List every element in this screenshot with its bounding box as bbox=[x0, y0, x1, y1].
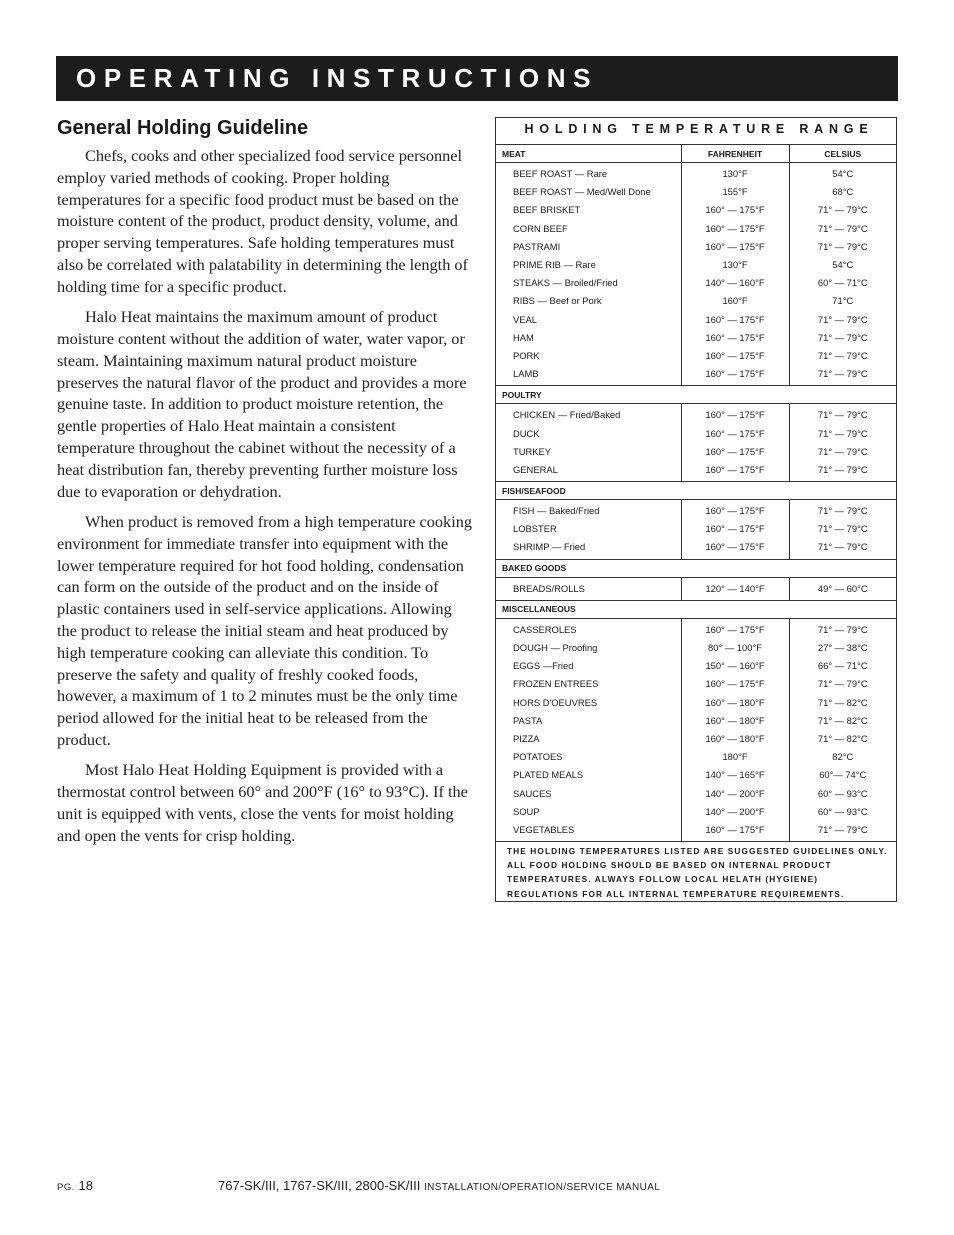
manual-label: INSTALLATION/OPERATION/SERVICE MANUAL bbox=[423, 1182, 661, 1193]
celsius-cell: 71° — 79°C bbox=[789, 461, 896, 482]
fahrenheit-cell: 160° — 175°F bbox=[681, 238, 789, 256]
model-numbers: 767-SK/III, 1767-SK/III, 2800-SK/III bbox=[218, 1178, 421, 1193]
celsius-cell: 49° — 60°C bbox=[789, 577, 896, 600]
celsius-cell: 71° — 82°C bbox=[789, 694, 896, 712]
table-row bbox=[496, 292, 896, 310]
fahrenheit-cell: 150° — 160°F bbox=[681, 657, 789, 675]
category-row bbox=[496, 386, 896, 404]
fahrenheit-cell: 140° — 200°F bbox=[681, 784, 789, 802]
fahrenheit-cell: 160° — 175°F bbox=[681, 404, 789, 425]
table-row bbox=[496, 256, 896, 274]
table-row bbox=[496, 201, 896, 219]
fahrenheit-cell: 160° — 175°F bbox=[681, 821, 789, 841]
celsius-cell: 71° — 79°C bbox=[789, 238, 896, 256]
table-row bbox=[496, 748, 896, 766]
category-row bbox=[496, 600, 896, 618]
food-item-cell: BEEF ROAST — Med/Well Done bbox=[513, 186, 651, 198]
celsius-cell: 71° — 79°C bbox=[789, 500, 896, 521]
table-row bbox=[496, 657, 896, 675]
table-body bbox=[496, 163, 896, 842]
category-label: MISCELLANEOUS bbox=[496, 600, 896, 618]
celsius-cell: 71° — 79°C bbox=[789, 201, 896, 219]
table-row bbox=[496, 443, 896, 461]
celsius-cell: 60°— 74°C bbox=[789, 766, 896, 784]
category-label: FISH/SEAFOOD bbox=[496, 482, 896, 500]
paragraph-1: Chefs, cooks and other specialized food service personnel employ varied methods of cooking. Proper holding temperatures for a specific food product must be based on the moisture content of the product, product density, volume, and proper serving temperatures. Safe holding temperatures must also be correlated with palatability in determining the length of holding time for a specific product. bbox=[57, 146, 468, 296]
table-row bbox=[496, 311, 896, 329]
food-item-cell: POTATOES bbox=[513, 751, 563, 763]
fahrenheit-cell: 140° — 200°F bbox=[681, 803, 789, 821]
celsius-cell: 71° — 82°C bbox=[789, 730, 896, 748]
fahrenheit-cell: 160° — 175°F bbox=[681, 329, 789, 347]
food-item-cell: SOUP bbox=[513, 805, 540, 817]
food-item-cell: DOUGH — Proofing bbox=[513, 642, 598, 654]
fahrenheit-cell: 160° — 175°F bbox=[681, 538, 789, 559]
table-row bbox=[496, 329, 896, 347]
fahrenheit-cell: 155°F bbox=[681, 183, 789, 201]
celsius-cell: 68°C bbox=[789, 183, 896, 201]
celsius-cell: 71° — 79°C bbox=[789, 424, 896, 442]
food-item-cell: BREADS/ROLLS bbox=[513, 582, 585, 594]
fahrenheit-cell: 160° — 180°F bbox=[681, 712, 789, 730]
celsius-cell: 71° — 79°C bbox=[789, 404, 896, 425]
food-item-cell: DUCK bbox=[513, 427, 540, 439]
food-item-cell: CASSEROLES bbox=[513, 623, 577, 635]
fahrenheit-cell: 130°F bbox=[681, 163, 789, 184]
fahrenheit-cell: 160° — 175°F bbox=[681, 461, 789, 482]
table-row bbox=[496, 424, 896, 442]
food-item-cell: LAMB bbox=[513, 368, 539, 380]
food-item-cell: CHICKEN — Fried/Baked bbox=[513, 409, 621, 421]
fahrenheit-cell: 130°F bbox=[681, 256, 789, 274]
table-row bbox=[496, 675, 896, 693]
page-number-value: 18 bbox=[78, 1178, 93, 1193]
food-item-cell: FROZEN ENTREES bbox=[513, 678, 599, 690]
fahrenheit-cell: 160° — 175°F bbox=[681, 424, 789, 442]
celsius-cell: 71° — 82°C bbox=[789, 712, 896, 730]
celsius-cell: 71° — 79°C bbox=[789, 443, 896, 461]
table-row bbox=[496, 618, 896, 639]
food-item-cell: PASTRAMI bbox=[513, 240, 561, 252]
food-item-cell: EGGS —Fried bbox=[513, 660, 574, 672]
table-row bbox=[496, 365, 896, 386]
food-item-cell: HAM bbox=[513, 331, 534, 343]
food-item-cell: VEGETABLES bbox=[513, 823, 575, 835]
celsius-cell: 54°C bbox=[789, 256, 896, 274]
food-item-cell: VEAL bbox=[513, 313, 537, 325]
manual-title bbox=[218, 1178, 660, 1193]
celsius-cell: 71° — 79°C bbox=[789, 520, 896, 538]
celsius-cell: 60° — 71°C bbox=[789, 274, 896, 292]
food-item-cell: SAUCES bbox=[513, 787, 552, 799]
fahrenheit-cell: 160° — 180°F bbox=[681, 730, 789, 748]
table-row bbox=[496, 163, 896, 184]
food-item-cell: BEEF ROAST — Rare bbox=[513, 168, 608, 180]
fahrenheit-cell: 160° — 175°F bbox=[681, 311, 789, 329]
fahrenheit-cell: 160° — 175°F bbox=[681, 500, 789, 521]
table-row bbox=[496, 784, 896, 802]
fahrenheit-cell: 160° — 175°F bbox=[681, 347, 789, 365]
fahrenheit-cell: 80° — 100°F bbox=[681, 639, 789, 657]
food-item-cell: FISH — Baked/Fried bbox=[513, 505, 600, 517]
fahrenheit-cell: 160° — 175°F bbox=[681, 675, 789, 693]
header-celsius: CELSIUS bbox=[789, 145, 896, 163]
celsius-cell: 71°C bbox=[789, 292, 896, 310]
fahrenheit-cell: 160° — 175°F bbox=[681, 201, 789, 219]
celsius-cell: 71° — 79°C bbox=[789, 675, 896, 693]
table-title: HOLDING TEMPERATURE RANGE bbox=[496, 118, 896, 145]
fahrenheit-cell: 160° — 180°F bbox=[681, 694, 789, 712]
table-row bbox=[496, 766, 896, 784]
celsius-cell: 71° — 79°C bbox=[789, 347, 896, 365]
table-row bbox=[496, 183, 896, 201]
food-item-cell: GENERAL bbox=[513, 463, 558, 475]
celsius-cell: 71° — 79°C bbox=[789, 220, 896, 238]
table-note: THE HOLDING TEMPERATURES LISTED ARE SUGGESTED GUIDELINES ONLY. ALL FOOD HOLDING SHOULD BE BASED ON INTERNAL PRODUCT TEMPERATURES. ALWAYS FOLLOW LOCAL HELATH (HYGIENE) REGULATIONS FOR ALL INTERNAL TEMPERATURE REQUIREMENTS. bbox=[496, 841, 896, 901]
table-row bbox=[496, 639, 896, 657]
table-row bbox=[496, 347, 896, 365]
table-row bbox=[496, 730, 896, 748]
temperature-grid bbox=[496, 145, 896, 841]
table-row bbox=[496, 500, 896, 521]
food-item-cell: RIBS — Beef or Pork bbox=[513, 295, 602, 307]
fahrenheit-cell: 160° — 175°F bbox=[681, 520, 789, 538]
food-item-cell: STEAKS — Broiled/Fried bbox=[513, 277, 618, 289]
fahrenheit-cell: 160° — 175°F bbox=[681, 443, 789, 461]
fahrenheit-cell: 160° — 175°F bbox=[681, 365, 789, 386]
fahrenheit-cell: 160° — 175°F bbox=[681, 618, 789, 639]
paragraph-3: When product is removed from a high temperature cooking environment for immediate transfer into equipment with the lower temperature required for hot food holding, condensation can form on the outside of the product and on the inside of plastic containers used in self-service applications. Allowing the product to release the initial steam and heat produced by high temperature cooking can alleviate this condition. To preserve the safety and quality of freshly cooked foods, however, a maximum of 1 to 2 minutes must be the only time period allowed for the initial heat to be released from the product. bbox=[57, 511, 473, 749]
food-item-cell: BEEF BRISKET bbox=[513, 204, 581, 216]
celsius-cell: 66° — 71°C bbox=[789, 657, 896, 675]
celsius-cell: 27° — 38°C bbox=[789, 639, 896, 657]
food-item-cell: PASTA bbox=[513, 714, 543, 726]
fahrenheit-cell: 180°F bbox=[681, 748, 789, 766]
food-item-cell: TURKEY bbox=[513, 445, 552, 457]
celsius-cell: 71° — 79°C bbox=[789, 538, 896, 559]
paragraph-2: Halo Heat maintains the maximum amount of product moisture content without the addition of water, water vapor, or steam. Maintaining maximum natural product moisture preserves the natural flavor of the product and provides a more genuine taste. In addition to product moisture retention, the gentle properties of Halo Heat maintain a consistent temperature throughout the cabinet without the necessity of a heat distribution fan, thereby preventing further moisture loss due to evaporation or dehydration. bbox=[57, 307, 467, 501]
table-row bbox=[496, 821, 896, 841]
celsius-cell: 71° — 79°C bbox=[789, 821, 896, 841]
body-text bbox=[57, 145, 472, 855]
category-label: BAKED GOODS bbox=[496, 559, 896, 577]
table-row bbox=[496, 520, 896, 538]
table-row bbox=[496, 694, 896, 712]
category-label: POULTRY bbox=[496, 386, 896, 404]
category-row bbox=[496, 482, 896, 500]
table-row bbox=[496, 238, 896, 256]
category-row bbox=[496, 559, 896, 577]
food-item-cell: LOBSTER bbox=[513, 523, 557, 535]
header-fahrenheit: FAHRENHEIT bbox=[681, 145, 789, 163]
food-item-cell: PRIME RIB — Rare bbox=[513, 259, 596, 271]
banner-title: OPERATING INSTRUCTIONS bbox=[76, 63, 599, 93]
fahrenheit-cell: 140° — 160°F bbox=[681, 274, 789, 292]
section-banner bbox=[56, 56, 898, 101]
fahrenheit-cell: 160° — 175°F bbox=[681, 220, 789, 238]
celsius-cell: 71° — 79°C bbox=[789, 618, 896, 639]
table-header-row bbox=[496, 145, 896, 163]
section-heading: General Holding Guideline bbox=[57, 117, 309, 139]
paragraph-4: Most Halo Heat Holding Equipment is provided with a thermostat control between 60° and 200°F (16° to 93°C). If the unit is equipped with vents, close the vents for moist holding and open the vents for crisp holding. bbox=[57, 760, 468, 845]
table-row bbox=[496, 404, 896, 425]
page-number bbox=[57, 1178, 93, 1193]
food-item-cell: PLATED MEALS bbox=[513, 769, 584, 781]
food-item-cell: CORN BEEF bbox=[513, 222, 568, 234]
food-item-cell: HORS D'OEUVRES bbox=[513, 696, 598, 708]
fahrenheit-cell: 140° — 165°F bbox=[681, 766, 789, 784]
header-meat: MEAT bbox=[496, 145, 681, 163]
celsius-cell: 54°C bbox=[789, 163, 896, 184]
table-row bbox=[496, 803, 896, 821]
celsius-cell: 71° — 79°C bbox=[789, 365, 896, 386]
page-prefix: PG. bbox=[57, 1182, 75, 1193]
table-row bbox=[496, 538, 896, 559]
table-row bbox=[496, 712, 896, 730]
celsius-cell: 60° — 93°C bbox=[789, 784, 896, 802]
table-row bbox=[496, 577, 896, 600]
fahrenheit-cell: 120° — 140°F bbox=[681, 577, 789, 600]
table-row bbox=[496, 274, 896, 292]
table-row bbox=[496, 220, 896, 238]
fahrenheit-cell: 160°F bbox=[681, 292, 789, 310]
food-item-cell: SHRIMP — Fried bbox=[513, 541, 586, 553]
holding-temperature-table bbox=[495, 117, 897, 902]
celsius-cell: 71° — 79°C bbox=[789, 329, 896, 347]
food-item-cell: PIZZA bbox=[513, 732, 540, 744]
food-item-cell: PORK bbox=[513, 349, 540, 361]
celsius-cell: 60° — 93°C bbox=[789, 803, 896, 821]
celsius-cell: 82°C bbox=[789, 748, 896, 766]
celsius-cell: 71° — 79°C bbox=[789, 311, 896, 329]
table-row bbox=[496, 461, 896, 482]
